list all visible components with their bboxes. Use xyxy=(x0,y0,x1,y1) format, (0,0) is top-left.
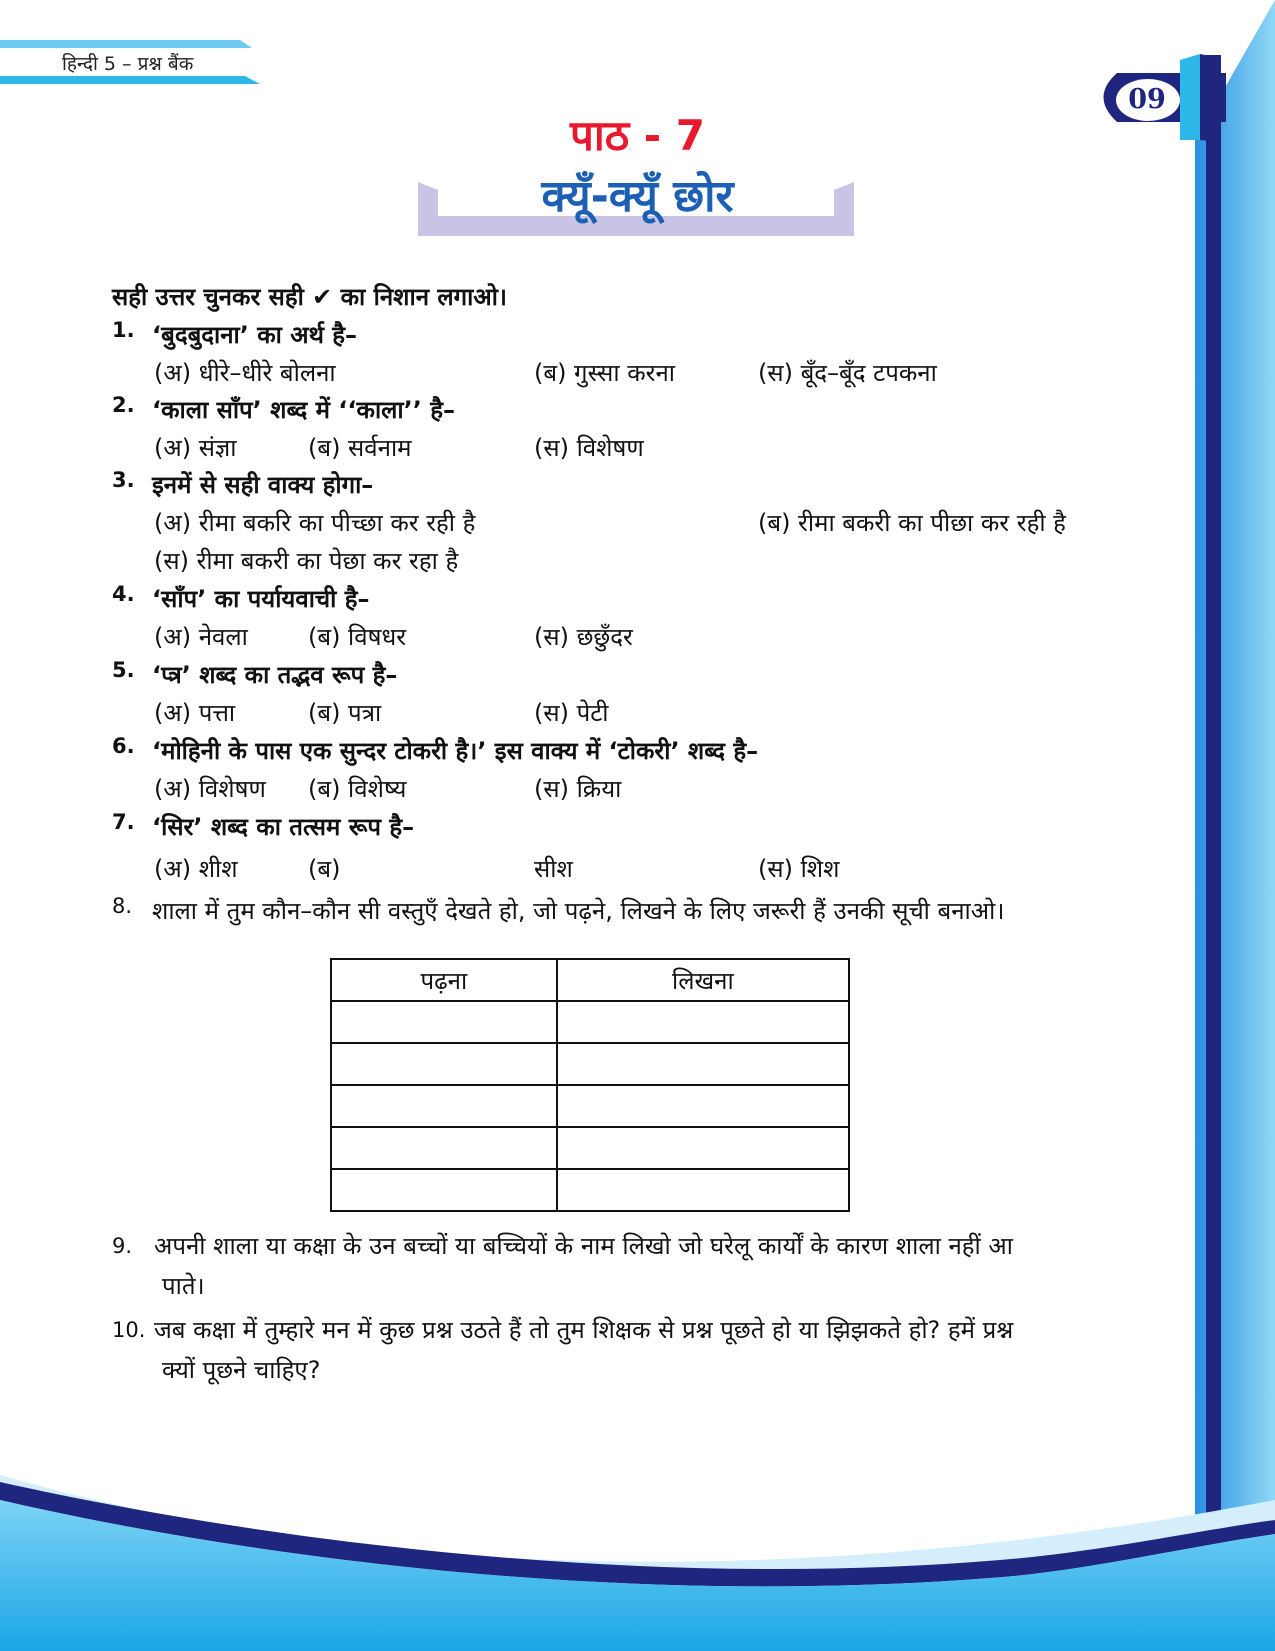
table-cell[interactable] xyxy=(331,1169,557,1211)
table-row xyxy=(331,1043,849,1085)
book-header-label: हिन्दी 5 – प्रश्न बैंक xyxy=(62,53,194,75)
option-c: (स) छछुँदर xyxy=(534,623,633,651)
question-text: ‘सिर’ शब्द का तत्सम रूप है– xyxy=(152,813,415,841)
question-number: 7. xyxy=(112,810,135,834)
table-cell[interactable] xyxy=(331,1085,557,1127)
option-c: (स) बूँद–बूँद टपकना xyxy=(758,359,937,387)
table-cell[interactable] xyxy=(557,1043,849,1085)
question-number: 6. xyxy=(112,734,135,758)
table-row xyxy=(331,1001,849,1043)
option-a: (अ) विशेषण xyxy=(154,775,266,803)
option-b: (ब) सर्वनाम xyxy=(308,434,412,462)
question-text: ‘प्त्र’ शब्द का तद्भव रूप है– xyxy=(152,661,398,689)
option-c: (स) क्रिया xyxy=(534,775,622,803)
option-a: (अ) नेवला xyxy=(154,623,248,651)
table-row xyxy=(331,1169,849,1211)
question-number: 10. xyxy=(112,1318,146,1342)
option-c: (स) रीमा बकरी का पेछा कर रहा है xyxy=(154,547,459,575)
question-text-line2: क्यों पूछने चाहिए? xyxy=(162,1356,321,1384)
lesson-number: पाठ - 7 xyxy=(569,111,706,160)
option-b: (ब) पत्रा xyxy=(308,699,382,727)
table-cell[interactable] xyxy=(557,1169,849,1211)
option-a: (अ) धीरे–धीरे बोलना xyxy=(154,359,336,387)
question-text: ‘बुदबुदाना’ का अर्थ है– xyxy=(152,321,358,349)
question-number: 1. xyxy=(112,318,135,342)
option-a: (अ) पत्ता xyxy=(154,699,236,727)
question-number: 2. xyxy=(112,393,135,417)
option-c: (स) शिश xyxy=(758,855,840,883)
question-text-line2: पाते। xyxy=(162,1272,205,1300)
question-number: 9. xyxy=(112,1234,133,1258)
table-cell[interactable] xyxy=(557,1001,849,1043)
question-text: शाला में तुम कौन–कौन सी वस्तुएँ देखते हो, जो पढ़ने, लिखने के लिए जरूरी हैं उनकी सूची बनाओ। xyxy=(152,897,1005,925)
table-row xyxy=(331,1127,849,1169)
table-cell[interactable] xyxy=(331,1001,557,1043)
option-a: (अ) शीश xyxy=(154,855,238,883)
table-row xyxy=(331,1085,849,1127)
question-text-line1: अपनी शाला या कक्षा के उन बच्चों या बच्चियों के नाम लिखो जो घरेलू कार्यों के कारण शाला नहीं आ xyxy=(154,1232,1013,1260)
option-b: (ब) विषधर xyxy=(308,623,407,651)
question-text: ‘काला साँप’ शब्द में ‘‘काला’’ है– xyxy=(152,396,455,424)
option-b: (ब) xyxy=(308,855,341,883)
option-c: (स) विशेषण xyxy=(534,434,644,462)
reading-writing-table xyxy=(330,958,850,1212)
table-cell[interactable] xyxy=(557,1085,849,1127)
question-text: ‘मोहिनी के पास एक सुन्दर टोकरी है।’ इस वाक्य में ‘टोकरी’ शब्द है– xyxy=(152,737,759,765)
option-b: (ब) गुस्सा करना xyxy=(534,359,676,387)
option-a: (अ) संज्ञा xyxy=(154,434,237,462)
table-cell[interactable] xyxy=(557,1127,849,1169)
question-text: इनमें से सही वाक्य होगा– xyxy=(152,471,374,499)
question-number: 8. xyxy=(112,894,133,918)
table-header-row xyxy=(331,959,849,1001)
page-number: 09 xyxy=(1128,84,1166,115)
option-b: (ब) विशेष्य xyxy=(308,775,407,803)
option-a: (अ) रीमा बकरि का पीच्छा कर रही है xyxy=(154,509,476,537)
column-header-writing: लिखना xyxy=(557,959,849,1001)
option-b: (ब) रीमा बकरी का पीछा कर रही है xyxy=(758,509,1066,537)
question-number: 4. xyxy=(112,582,135,606)
question-number: 5. xyxy=(112,658,135,682)
option-b-text: सीश xyxy=(534,855,573,883)
column-header-reading: पढ़ना xyxy=(331,959,557,1001)
question-text: ‘साँप’ का पर्यायवाची है– xyxy=(152,585,370,613)
right-navy-stripe xyxy=(1206,55,1221,1530)
question-text-line1: जब कक्षा में तुम्हारे मन में कुछ प्रश्न उठते हैं तो तुम शिक्षक से प्रश्न पूछते हो या झिझकते हो? हमें प्रश्न xyxy=(154,1316,1014,1344)
lesson-title: क्यूँ-क्यूँ छोर xyxy=(541,171,734,222)
instruction-text: सही उत्तर चुनकर सही ✔ का निशान लगाओ। xyxy=(112,283,508,311)
question-number: 3. xyxy=(112,468,135,492)
option-c: (स) पेटी xyxy=(534,699,609,727)
table-cell[interactable] xyxy=(331,1043,557,1085)
table-cell[interactable] xyxy=(331,1127,557,1169)
